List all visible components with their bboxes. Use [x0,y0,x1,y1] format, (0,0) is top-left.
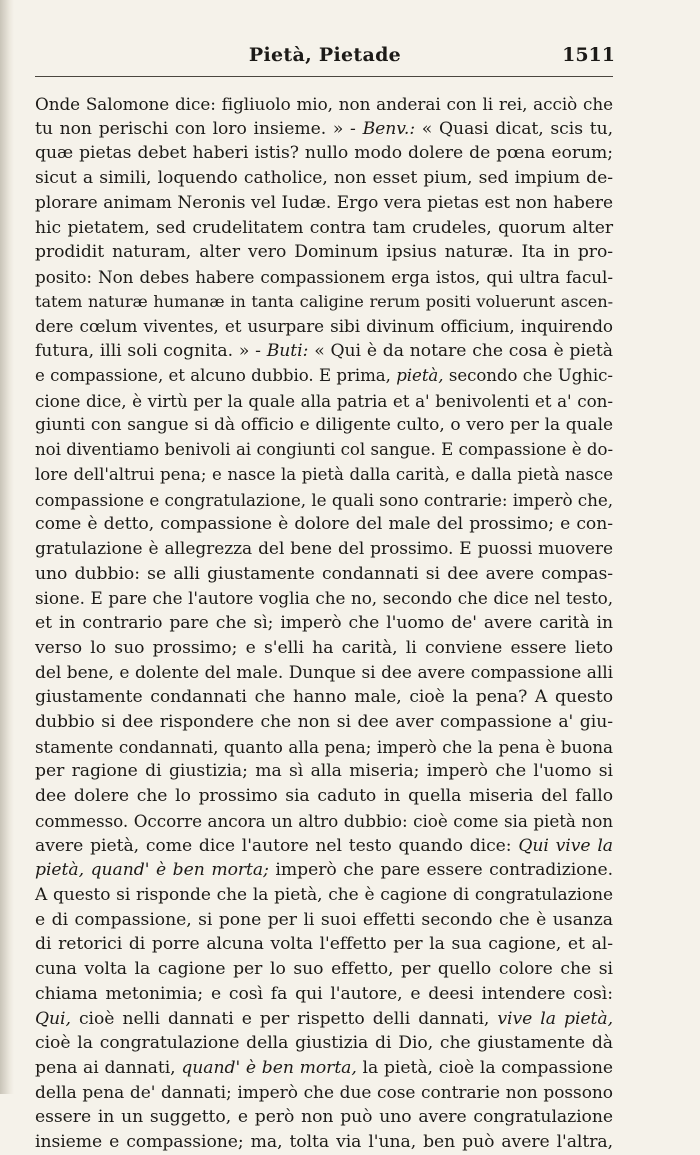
text-span: verso lo suo prossimo; e s'elli ha carità, li conviene essere lieto [35,637,613,658]
text-span: plorare animam Neronis vel Iudæ. Ergo vera pietas est non habere [35,192,613,213]
text-span: secondo che Ughic- [443,365,613,385]
italic-span: Qui, [35,1008,71,1029]
text-line [35,1081,613,1106]
text-line [35,1031,613,1056]
text-span: avere pietà, come dice l'autore nel testo quando dice: [35,835,519,856]
text-span: e compassione, et alcuno dubbio. E prima, [35,365,397,385]
text-span: del bene, e dolente del male. Dunque si dee avere compassione alli [35,662,613,683]
text-line [35,216,613,241]
text-line [35,438,613,463]
text-line [35,265,613,290]
text-line [35,537,613,562]
text-line [35,858,613,883]
text-line [35,611,613,636]
text-line [35,240,613,265]
text-line [35,463,613,488]
text-line [35,1007,613,1032]
text-span: compassione e congratulazione, le quali sono contrarie: imperò che, [35,489,614,510]
text-span: prodidit naturam, alter vero Dominum ipsius naturæ. Ita in pro- [35,242,613,263]
text-span: pena ai dannati, [35,1058,182,1079]
text-line [35,784,613,809]
text-line [35,364,613,389]
text-line [35,759,613,784]
text-span: stamente condannati, quanto alla pena; imperò che la pena è buona [35,736,613,757]
text-span: essere in un suggetto, e però non può uno avere congratulazione [35,1107,613,1128]
text-span: « Quasi dicat, scis tu, [415,118,614,139]
text-span: cione dice, è virtù per la quale alla patria et a' benivolenti et a' con- [35,390,613,411]
text-line [35,932,613,957]
text-line [35,290,613,315]
text-span: imperò che pare essere contradizione. [268,860,614,881]
page-edge-shadow [0,0,14,1094]
text-span: giunti con sangue si dà officio e diligente culto, o vero per la quale [35,415,613,436]
text-span: giustamente condannati che hanno male, cioè la pena? A questo [35,687,613,708]
text-span: tatem naturæ humanæ in tanta caligine rerum positi voluerunt ascen- [35,291,613,311]
text-line [35,661,613,686]
text-line [35,488,613,513]
running-title: Pietà, Pietade [248,44,402,66]
text-line [35,636,613,661]
text-span: lore dell'altrui pena; e nasce la pietà dalla carità, e dalla pietà nasce [35,464,613,484]
text-span: cioè la congratulazione della giustizia di Dio, che giustamente dà [35,1033,613,1054]
text-span: della pena de' dannati; imperò che due cose contrarie non possono [35,1082,613,1103]
text-span: sicut a simili, loquendo catholice, non esset pium, sed impium de- [35,168,613,189]
text-line [35,685,613,710]
text-span: sione. E pare che l'autore voglia che no, secondo che dice nel testo, [35,588,613,609]
text-span: posito: Non debes habere compassionem erga istos, qui ultra facul- [35,267,613,288]
text-span: tu non perischi con loro insieme. » - [35,118,363,139]
text-line [35,191,613,216]
page-number: 1511 [562,44,615,66]
text-span: insieme e compassione; ma, tolta via l'una, ben può avere l'altra, [35,1132,613,1153]
body-text [35,92,613,1155]
italic-span: Buti: [266,341,309,362]
text-line [35,982,613,1007]
text-span: A questo si risponde che la pietà, che è cagione di congratulazione [35,885,613,905]
text-span: et in contrario pare che sì; imperò che l'uomo de' avere carità in [35,613,613,634]
text-line [35,834,613,859]
text-span: « Qui è da notare che cosa è pietà [308,341,613,362]
text-line [35,1056,613,1081]
text-line [35,512,613,537]
text-span: uno dubbio: se alli giustamente condannati si dee avere compas- [35,563,613,584]
text-span: di retorici di porre alcuna volta l'effetto per la sua cagione, et al- [35,934,613,955]
text-line [35,141,613,166]
text-span: gratulazione è allegrezza del bene del prossimo. E puossi muovere [35,538,613,559]
text-line [35,413,613,438]
text-line [35,586,613,611]
text-span: la pietà, cioè la compassione [356,1058,613,1079]
text-span: dubbio si dee rispondere che non si dee aver compassione a' giu- [35,711,613,732]
text-span: chiama metonimia; e così fa qui l'autore, e deesi intendere così: [35,983,613,1004]
italic-span: quand' è ben morta, [181,1058,357,1079]
italic-span: vive la pietà, [497,1008,613,1029]
text-span: dere cœlum viventes, et usurpare sibi divinum officium, inquirendo [35,316,613,337]
text-line [35,735,613,760]
text-line [35,339,613,364]
running-header [35,44,615,74]
text-line [35,166,613,191]
text-line [35,117,613,142]
text-line [35,1105,613,1130]
text-line [35,1130,613,1155]
text-line [35,883,613,908]
text-span: cioè nelli dannati e per rispetto delli dannati, [70,1008,498,1029]
italic-span: Qui vive la [518,835,613,856]
text-span: dee dolere che lo prossimo sia caduto in quella miseria del fallo [35,786,613,807]
italic-span: pietà, quand' è ben morta; [35,860,269,881]
text-line [35,957,613,982]
text-span: come è detto, compassione è dolore del male del prossimo; e con- [35,514,613,535]
text-line [35,314,613,339]
header-rule [35,76,613,77]
text-line [35,710,613,735]
text-line [35,908,613,933]
text-span: cuna volta la cagione per lo suo effetto, per quello colore che si [35,959,613,980]
text-span: noi diventiamo benivoli ai congiunti col sangue. E compassione è do- [35,440,613,460]
italic-span: pietà, [396,365,444,385]
text-line [35,389,613,414]
text-span: e di compassione, si pone per li suoi effetti secondo che è usanza [35,909,613,930]
text-line [35,92,613,117]
text-span: futura, illi soli cognita. » - [35,341,267,362]
text-span: hic pietatem, sed crudelitatem contra tam crudeles, quorum alter [35,217,613,238]
text-line [35,809,613,834]
text-span: per ragione di giustizia; ma sì alla miseria; imperò che l'uomo si [35,761,613,782]
italic-span: Benv.: [362,118,416,139]
text-span: commesso. Occorre ancora un altro dubbio: cioè come sia pietà non [35,810,613,831]
text-line [35,562,613,587]
text-span: Onde Salomone dice: figliuolo mio, non anderai con li rei, acciò che [35,94,613,114]
text-span: quæ pietas debet haberi istis? nullo modo dolere de pœna eorum; [35,143,613,164]
